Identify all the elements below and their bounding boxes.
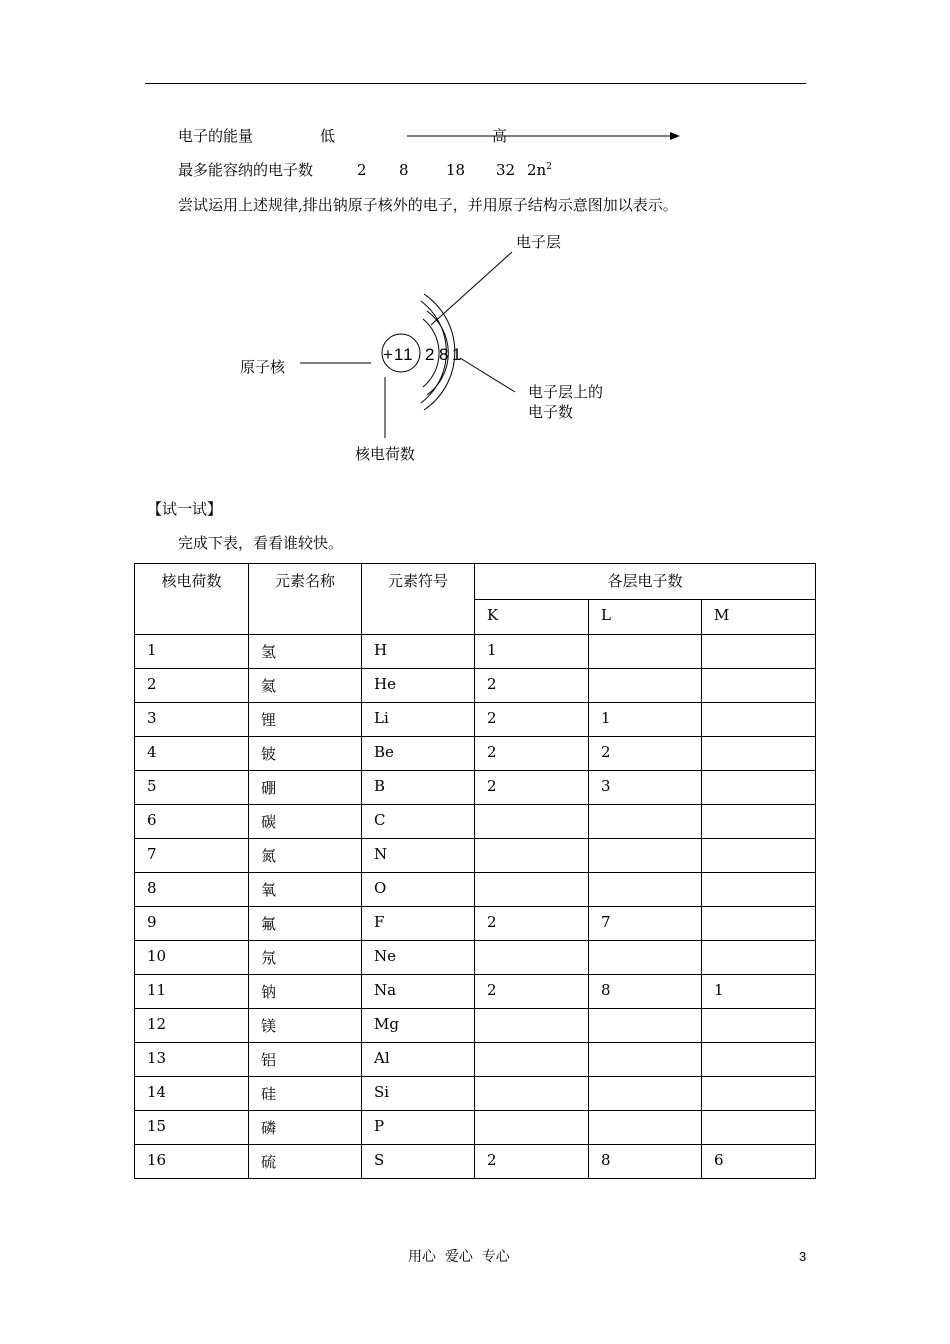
cell-shell-l [589,941,702,975]
section-heading: 【试一试】 [147,500,223,518]
pointer-shell [431,252,512,325]
cell-symbol: Ne [362,941,475,975]
header-charge: 核电荷数 [135,564,249,635]
cell-charge: 7 [135,839,249,873]
table-row [135,669,816,703]
cell-shell-m [702,635,816,669]
cell-charge: 1 [135,635,249,669]
energy-high: 高 [492,127,508,145]
cell-charge: 2 [135,669,249,703]
cell-charge: 8 [135,873,249,907]
cell-shell-m [702,737,816,771]
header-shell-m: M [702,600,816,635]
label-nucleus: 原子核 [240,358,286,376]
cell-charge: 4 [135,737,249,771]
table-row [135,805,816,839]
cell-name: 硼 [249,771,362,805]
cell-name: 氟 [249,907,362,941]
cell-shell-m [702,703,816,737]
cell-shell-l [589,1009,702,1043]
cell-shell-k: 2 [475,907,589,941]
cell-symbol: C [362,805,475,839]
table-row [135,873,816,907]
cell-name: 氖 [249,941,362,975]
cell-symbol: H [362,635,475,669]
cell-shell-k [475,941,589,975]
cell-symbol: S [362,1145,475,1179]
cell-name: 锂 [249,703,362,737]
header-symbol: 元素符号 [362,564,475,635]
cell-name: 碳 [249,805,362,839]
cell-symbol: Mg [362,1009,475,1043]
instruction-text: 尝试运用上述规律,排出钠原子核外的电子，并用原子结构示意图加以表示。 [178,196,678,214]
table-row [135,1009,816,1043]
cell-charge: 6 [135,805,249,839]
cell-shell-k [475,1009,589,1043]
cell-shell-m [702,1043,816,1077]
cell-shell-k [475,1077,589,1111]
cell-shell-k [475,1111,589,1145]
cell-shell-k [475,805,589,839]
cell-shell-l [589,873,702,907]
cell-symbol: He [362,669,475,703]
cell-shell-l [589,635,702,669]
pointer-shell-electrons [460,358,515,392]
capacity-value: 32 [496,161,516,179]
cell-shell-m: 6 [702,1145,816,1179]
shell-count-l: 8 [439,345,449,364]
cell-shell-l [589,1043,702,1077]
electron-shell-table [134,563,816,1179]
cell-shell-l: 3 [589,771,702,805]
capacity-label: 最多能容纳的电子数 [178,161,314,179]
header-shells: 各层电子数 [475,564,816,600]
cell-shell-k: 2 [475,703,589,737]
shell-count-m: 1 [452,345,462,364]
cell-name: 氮 [249,839,362,873]
table-row [135,771,816,805]
cell-shell-k [475,1043,589,1077]
cell-symbol: Si [362,1077,475,1111]
capacity-formula-exponent: 2 [546,162,552,172]
cell-shell-l [589,1111,702,1145]
table-row [135,1111,816,1145]
cell-charge: 11 [135,975,249,1009]
cell-shell-m [702,805,816,839]
header-shell-k: K [475,600,589,635]
cell-symbol: B [362,771,475,805]
cell-shell-k [475,839,589,873]
label-shell-electrons-line2: 电子数 [528,403,574,421]
capacity-value: 8 [399,161,409,179]
cell-shell-l: 7 [589,907,702,941]
table-row [135,839,816,873]
cell-name: 硅 [249,1077,362,1111]
cell-symbol: Al [362,1043,475,1077]
table-row [135,975,816,1009]
cell-symbol: Na [362,975,475,1009]
cell-shell-k [475,873,589,907]
table-row [135,1043,816,1077]
cell-symbol: O [362,873,475,907]
page-number: 3 [799,1249,807,1264]
cell-charge: 12 [135,1009,249,1043]
cell-shell-m [702,1077,816,1111]
cell-name: 镁 [249,1009,362,1043]
label-charge: 核电荷数 [355,445,416,463]
cell-shell-k: 2 [475,1145,589,1179]
cell-shell-l [589,805,702,839]
header-shell-l: L [589,600,702,635]
cell-shell-l: 8 [589,1145,702,1179]
cell-shell-l: 8 [589,975,702,1009]
cell-name: 氢 [249,635,362,669]
cell-shell-m [702,873,816,907]
cell-symbol: Li [362,703,475,737]
table-body [135,635,816,1179]
cell-name: 铝 [249,1043,362,1077]
capacity-value: 18 [446,161,466,179]
cell-symbol: Be [362,737,475,771]
energy-low: 低 [320,127,336,145]
table-row [135,737,816,771]
cell-shell-m: 1 [702,975,816,1009]
table-row [135,941,816,975]
label-shell-electrons-line1: 电子层上的 [528,383,604,401]
cell-shell-m [702,1111,816,1145]
cell-shell-k: 1 [475,635,589,669]
cell-name: 氦 [249,669,362,703]
shell-count-k: 2 [425,345,435,364]
cell-shell-m [702,907,816,941]
cell-name: 铍 [249,737,362,771]
cell-charge: 13 [135,1043,249,1077]
cell-shell-m [702,1009,816,1043]
cell-charge: 15 [135,1111,249,1145]
cell-shell-l: 2 [589,737,702,771]
cell-name: 磷 [249,1111,362,1145]
table-row [135,635,816,669]
cell-name: 硫 [249,1145,362,1179]
label-shell: 电子层 [516,233,562,251]
nucleus-charge-text: +11 [383,345,414,364]
cell-shell-m [702,839,816,873]
cell-symbol: N [362,839,475,873]
cell-shell-m [702,941,816,975]
cell-symbol: F [362,907,475,941]
cell-shell-l [589,669,702,703]
cell-shell-k: 2 [475,975,589,1009]
cell-charge: 3 [135,703,249,737]
cell-charge: 9 [135,907,249,941]
cell-shell-l [589,839,702,873]
cell-shell-k: 2 [475,737,589,771]
cell-shell-l: 1 [589,703,702,737]
cell-shell-l [589,1077,702,1111]
energy-label: 电子的能量 [178,127,254,145]
cell-shell-k: 2 [475,771,589,805]
cell-charge: 10 [135,941,249,975]
footer-motto: 用心 爱心 专心 [408,1249,510,1265]
task-text: 完成下表，看看谁较快。 [178,534,344,552]
cell-charge: 14 [135,1077,249,1111]
cell-name: 氧 [249,873,362,907]
capacity-value: 2 [357,161,367,179]
table-row [135,1145,816,1179]
cell-charge: 16 [135,1145,249,1179]
cell-shell-m [702,669,816,703]
capacity-formula-base: 2n [527,161,547,179]
cell-charge: 5 [135,771,249,805]
cell-shell-k: 2 [475,669,589,703]
cell-shell-m [702,771,816,805]
table-row [135,1077,816,1111]
cell-symbol: P [362,1111,475,1145]
table-row [135,907,816,941]
cell-name: 钠 [249,975,362,1009]
header-name: 元素名称 [249,564,362,635]
table-row [135,703,816,737]
